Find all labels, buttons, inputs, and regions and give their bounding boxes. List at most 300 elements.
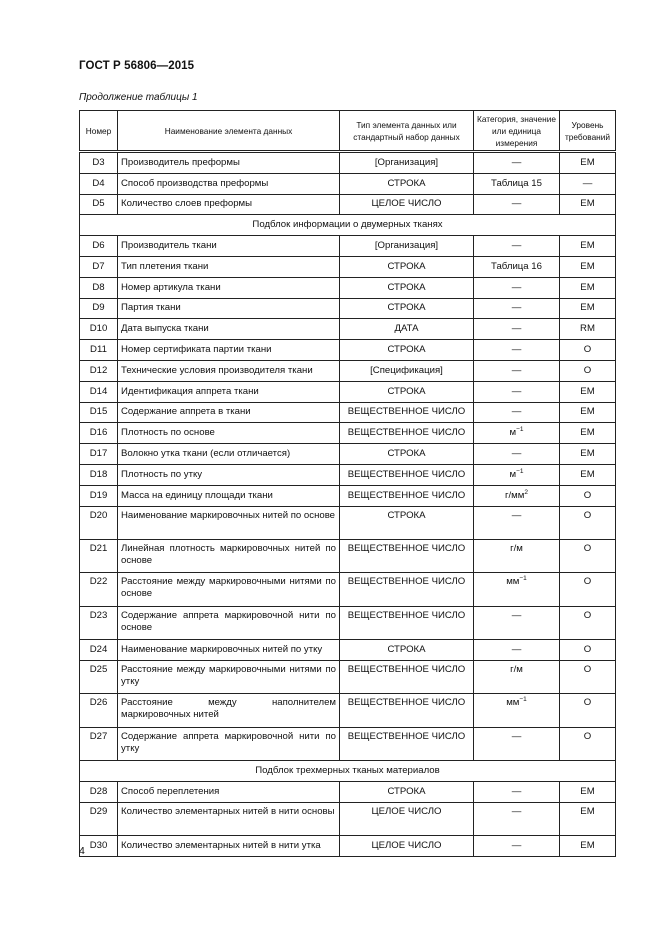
row-requirement-level [560,298,616,319]
row-data-type-text: ЦЕЛОЕ ЧИСЛО [371,198,442,210]
table-row [80,277,616,298]
row-requirement-level-text: RM [580,323,595,335]
row-data-type [340,340,474,361]
row-requirement-level [560,360,616,381]
row-category [474,485,560,506]
row-category-text: — [511,198,522,210]
row-element-name-text: Расстояние между маркировочными нитями по основе [121,576,336,600]
row-data-type-text: ВЕЩЕСТВЕННОЕ ЧИСЛО [347,663,466,675]
subblock-title: Подблок трехмерных тканых материалов [80,761,616,782]
row-number [80,194,118,215]
row-category-text: — [511,385,522,397]
row-data-type [340,539,474,572]
table-row [80,802,616,835]
row-requirement-level-text: EM [580,785,595,797]
row-element-name [118,464,340,485]
row-category-text: — [511,240,522,252]
row-element-name [118,660,340,693]
row-data-type-text: [Организация] [374,156,439,168]
row-element-name-text: Наименование маркировочных нитей по основе [121,509,336,521]
row-number-text: D30 [89,839,108,851]
row-data-type-text: ЦЕЛОЕ ЧИСЛО [371,839,442,851]
row-number-text: D9 [92,302,105,314]
row-category-text: Таблица 15 [491,177,542,189]
row-data-type [340,506,474,539]
row-element-name-text: Количество элементарных нитей в нити утка [121,839,321,851]
row-category-text: — [511,509,522,521]
table-row [80,506,616,539]
row-number [80,423,118,444]
row-element-name-text: Волокно утка ткани (если отличается) [121,448,291,460]
row-category [474,660,560,693]
table-row [80,640,616,661]
row-element-name-text: Партия ткани [121,302,181,314]
row-requirement-level-text: EM [580,468,595,480]
row-category-text: г/м [510,542,523,554]
row-category [474,802,560,835]
row-number [80,464,118,485]
row-number [80,319,118,340]
row-element-name [118,319,340,340]
row-element-name [118,727,340,760]
table-row [80,694,616,727]
row-category [474,539,560,572]
row-number [80,660,118,693]
row-number-text: D17 [89,448,108,460]
row-requirement-level-text: EM [580,427,595,439]
row-number [80,381,118,402]
row-requirement-level [560,319,616,340]
unit-exponent: −1 [519,696,527,704]
row-element-name [118,277,340,298]
row-element-name [118,606,340,639]
row-category-text: — [511,730,522,742]
row-category [474,727,560,760]
row-requirement-level-text: O [583,509,592,521]
row-category-text: г/мм [505,489,525,501]
row-element-name-text: Содержание аппрета маркировочной нити по основе [121,609,336,633]
table-body [80,152,616,857]
row-requirement-level [560,152,616,174]
row-category-text: — [511,448,522,460]
row-data-type-text: ВЕЩЕСТВЕННОЕ ЧИСЛО [347,609,466,621]
row-requirement-level-text: EM [580,240,595,252]
row-number-text: D29 [89,805,108,817]
row-category-text: — [511,785,522,797]
row-data-type-text: СТРОКА [387,177,426,189]
row-data-type-text: ЦЕЛОЕ ЧИСЛО [371,805,442,817]
row-category [474,236,560,257]
row-number-text: D16 [89,427,108,439]
row-data-type-text: ВЕЩЕСТВЕННОЕ ЧИСЛО [347,468,466,480]
row-category-text: — [511,323,522,335]
row-category-text: — [511,364,522,376]
row-number-text: D7 [92,260,105,272]
row-requirement-level-text: EM [580,260,595,272]
row-category [474,573,560,606]
row-requirement-level-text: O [583,730,592,742]
row-data-type [340,298,474,319]
row-requirement-level-text: O [583,344,592,356]
row-data-type [340,727,474,760]
row-number-text: D10 [89,323,108,335]
row-data-type-text: СТРОКА [387,344,426,356]
row-data-type [340,640,474,661]
row-requirement-level-text: O [583,542,592,554]
row-number-text: D19 [89,489,108,501]
row-number [80,836,118,857]
table-row [80,423,616,444]
table-row [80,236,616,257]
header-name: Наименование элемента данных [118,111,340,152]
row-data-type [340,836,474,857]
row-data-type-text: ВЕЩЕСТВЕННОЕ ЧИСЛО [347,489,466,501]
row-requirement-level-text: EM [580,448,595,460]
row-number-text: D4 [92,177,105,189]
row-number [80,640,118,661]
row-data-type [340,423,474,444]
row-data-type-text: СТРОКА [387,644,426,655]
table-row [80,573,616,606]
row-data-type [340,464,474,485]
row-requirement-level-text: O [583,663,592,675]
row-category-text: — [511,805,522,817]
row-data-type [340,152,474,174]
table-row [80,298,616,319]
row-data-type-text: [Спецификация] [370,364,443,376]
row-element-name-text: Плотность по основе [121,427,215,439]
row-requirement-level [560,194,616,215]
row-element-name [118,194,340,215]
row-number [80,256,118,277]
row-data-type-text: СТРОКА [387,385,426,397]
row-data-type [340,485,474,506]
row-data-type-text: СТРОКА [387,260,426,272]
row-number [80,506,118,539]
header-level: Уровень требований [560,111,616,152]
row-requirement-level [560,802,616,835]
row-category-text: мм [506,697,520,709]
table-row [80,444,616,465]
row-number [80,781,118,802]
row-category-text: Таблица 16 [491,260,542,272]
row-element-name [118,640,340,661]
row-data-type [340,360,474,381]
row-category-text: — [511,609,522,621]
row-category-text: — [511,839,522,851]
row-element-name [118,539,340,572]
row-data-type-text: СТРОКА [387,281,426,293]
row-requirement-level [560,277,616,298]
row-data-type-text: [Организация] [374,240,439,252]
table-row [80,340,616,361]
subblock-title: Подблок информации о двумерных тканях [80,215,616,236]
row-data-type-text: ВЕЩЕСТВЕННОЕ ЧИСЛО [347,542,466,554]
row-requirement-level [560,727,616,760]
row-category [474,836,560,857]
row-requirement-level-text: O [583,644,592,655]
row-number [80,727,118,760]
row-requirement-level [560,464,616,485]
row-element-name [118,781,340,802]
subblock-row [80,215,616,236]
row-category [474,152,560,174]
row-data-type [340,236,474,257]
row-requirement-level [560,640,616,661]
table-row [80,194,616,215]
row-number [80,485,118,506]
row-element-name [118,506,340,539]
row-number-text: D28 [89,785,108,797]
row-requirement-level-text: EM [580,281,595,293]
row-requirement-level [560,173,616,194]
header-type: Тип элемента данных или стандартный набор данных [340,111,474,152]
table-header-row [80,111,616,152]
row-data-type [340,319,474,340]
row-requirement-level [560,444,616,465]
table-row [80,152,616,174]
row-data-type [340,256,474,277]
row-data-type [340,381,474,402]
row-element-name-text: Производитель преформы [121,156,240,168]
table-row [80,727,616,760]
row-number [80,236,118,257]
table-row [80,319,616,340]
row-element-name-text: Наименование маркировочных нитей по утку [121,644,323,655]
row-element-name-text: Технические условия производителя ткани [121,364,313,376]
row-requirement-level [560,539,616,572]
row-element-name-text: Расстояние между наполнителем маркировочных нитей [121,697,336,721]
row-requirement-level-text: EM [580,198,595,210]
row-number-text: D20 [89,509,108,521]
row-element-name [118,802,340,835]
row-requirement-level [560,606,616,639]
row-category [474,360,560,381]
row-element-name [118,402,340,423]
table-row [80,402,616,423]
row-requirement-level [560,423,616,444]
row-element-name-text: Способ переплетения [121,785,220,797]
row-data-type [340,173,474,194]
row-number [80,173,118,194]
row-element-name-text: Расстояние между маркировочными нитями по утку [121,663,336,687]
row-data-type-text: СТРОКА [387,448,426,460]
row-data-type-text: ВЕЩЕСТВЕННОЕ ЧИСЛО [347,697,466,709]
row-element-name [118,573,340,606]
row-element-name [118,152,340,174]
row-data-type-text: СТРОКА [387,785,426,797]
row-category-text: — [511,406,522,418]
row-number [80,694,118,727]
subblock-row [80,761,616,782]
row-requirement-level-text: EM [580,805,595,817]
row-requirement-level-text: EM [580,302,595,314]
row-category-text: — [511,156,522,168]
row-element-name-text: Производитель ткани [121,240,217,252]
row-requirement-level [560,381,616,402]
page-number: 4 [79,845,85,857]
row-category-text: г/м [510,663,523,675]
row-number-text: D27 [89,730,108,742]
row-requirement-level-text: O [583,697,592,709]
row-category [474,402,560,423]
row-data-type [340,694,474,727]
row-category [474,464,560,485]
row-requirement-level-text: EM [580,156,595,168]
row-element-name-text: Номер артикула ткани [121,281,221,293]
row-element-name-text: Содержание аппрета маркировочной нити по утку [121,730,336,754]
row-data-type-text: ВЕЩЕСТВЕННОЕ ЧИСЛО [347,576,466,588]
row-data-type [340,781,474,802]
row-element-name-text: Идентификация аппрета ткани [121,385,259,397]
row-element-name-text: Тип плетения ткани [121,260,209,272]
row-data-type [340,802,474,835]
header-category: Категория, значение или единица измерения [474,111,560,152]
row-number [80,539,118,572]
row-number [80,277,118,298]
row-category [474,640,560,661]
table-row [80,256,616,277]
row-requirement-level-text: EM [580,406,595,418]
row-requirement-level [560,660,616,693]
row-number-text: D6 [92,240,105,252]
data-elements-table [79,110,616,857]
row-element-name [118,423,340,444]
table-row [80,464,616,485]
row-data-type [340,277,474,298]
row-requirement-level [560,402,616,423]
unit-exponent: −1 [516,426,524,434]
row-category [474,506,560,539]
document-header: ГОСТ Р 56806—2015 [79,60,195,72]
row-data-type-text: ВЕЩЕСТВЕННОЕ ЧИСЛО [347,427,466,439]
row-category [474,319,560,340]
table-row [80,485,616,506]
row-requirement-level [560,506,616,539]
row-number-text: D12 [89,364,108,376]
row-requirement-level-text: EM [580,839,595,851]
row-category [474,444,560,465]
row-category [474,423,560,444]
row-requirement-level-text: O [583,609,592,621]
row-requirement-level [560,573,616,606]
row-category [474,340,560,361]
row-element-name-text: Количество элементарных нитей в нити основы [121,805,335,817]
row-requirement-level-text: O [583,364,592,376]
table-caption: Продолжение таблицы 1 [79,92,198,103]
row-element-name [118,381,340,402]
row-element-name [118,694,340,727]
row-category-text: — [511,281,522,293]
row-number [80,152,118,174]
row-element-name [118,173,340,194]
row-data-type [340,194,474,215]
row-element-name [118,340,340,361]
row-category-text: — [511,644,522,655]
row-number [80,402,118,423]
row-number [80,573,118,606]
row-requirement-level-text: — [582,177,593,189]
row-number-text: D22 [89,576,108,588]
row-requirement-level [560,236,616,257]
row-number-text: D5 [92,198,105,210]
table-row [80,781,616,802]
row-data-type-text: ДАТА [394,323,419,335]
table-row [80,381,616,402]
row-element-name [118,444,340,465]
row-number-text: D26 [89,697,108,709]
row-number-text: D3 [92,156,105,168]
row-element-name [118,298,340,319]
row-category [474,781,560,802]
row-number-text: D8 [92,281,105,293]
row-number [80,340,118,361]
unit-exponent: −1 [516,467,524,475]
row-category [474,277,560,298]
header-num: Номер [80,111,118,152]
table-row [80,606,616,639]
row-number [80,360,118,381]
row-element-name [118,485,340,506]
row-element-name-text: Способ производства преформы [121,177,269,189]
row-data-type [340,606,474,639]
table-row [80,539,616,572]
row-requirement-level [560,694,616,727]
row-requirement-level [560,836,616,857]
row-requirement-level-text: EM [580,385,595,397]
row-number-text: D11 [90,344,107,356]
unit-exponent: 2 [524,488,528,496]
table-row [80,360,616,381]
row-element-name-text: Номер сертификата партии ткани [121,344,272,356]
table-row [80,836,616,857]
row-element-name [118,236,340,257]
row-category [474,606,560,639]
row-element-name-text: Линейная плотность маркировочных нитей по основе [121,542,336,566]
row-number [80,802,118,835]
row-category [474,381,560,402]
row-element-name-text: Дата выпуска ткани [121,323,209,335]
row-category-text: м [509,427,517,439]
row-category [474,256,560,277]
row-number-text: D14 [89,385,108,397]
row-data-type [340,402,474,423]
row-data-type-text: ВЕЩЕСТВЕННОЕ ЧИСЛО [347,730,466,742]
row-number [80,298,118,319]
row-element-name-text: Плотность по утку [121,468,203,480]
row-category [474,298,560,319]
row-data-type [340,573,474,606]
row-number-text: D25 [89,663,108,675]
row-element-name-text: Количество слоев преформы [121,198,253,210]
row-category-text: — [511,302,522,314]
row-number [80,606,118,639]
row-data-type-text: ВЕЩЕСТВЕННОЕ ЧИСЛО [347,406,466,418]
row-category-text: мм [506,576,520,588]
row-element-name-text: Содержание аппрета в ткани [121,406,251,418]
row-data-type [340,660,474,693]
row-requirement-level [560,485,616,506]
row-category [474,194,560,215]
row-data-type-text: СТРОКА [387,509,426,521]
row-requirement-level [560,340,616,361]
row-requirement-level-text: O [583,489,592,501]
row-number-text: D15 [89,406,108,418]
row-requirement-level [560,256,616,277]
row-number [80,444,118,465]
row-category [474,694,560,727]
row-element-name [118,836,340,857]
